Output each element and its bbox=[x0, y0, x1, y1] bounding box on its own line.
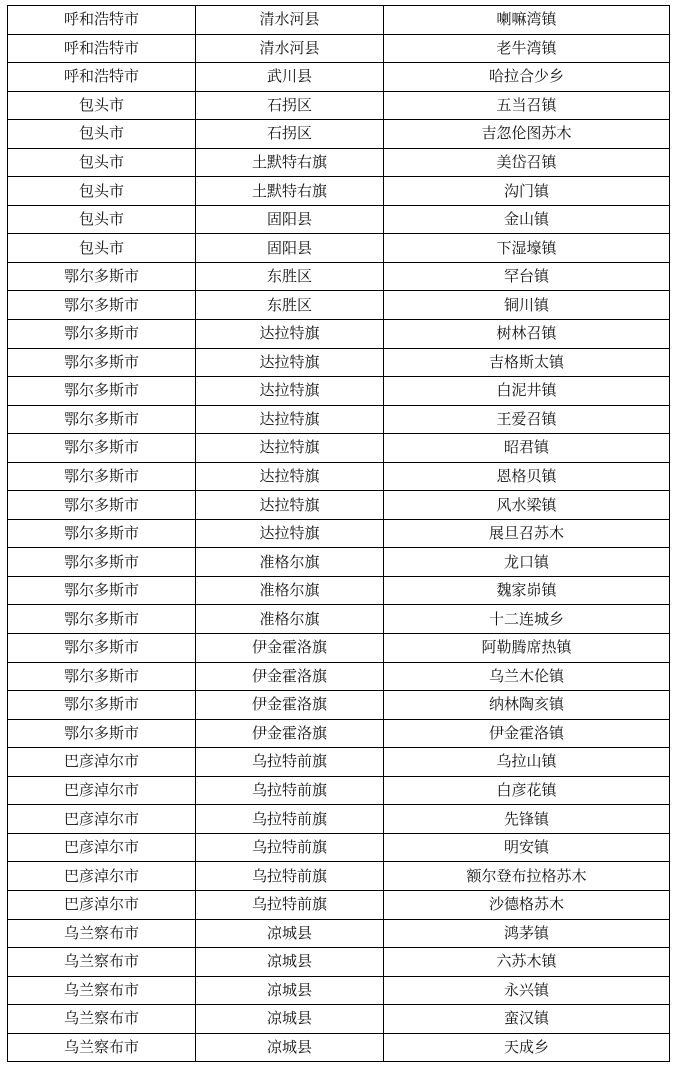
town-cell: 纳林陶亥镇 bbox=[384, 691, 670, 720]
town-cell: 十二连城乡 bbox=[384, 605, 670, 634]
city-cell: 鄂尔多斯市 bbox=[8, 434, 196, 463]
table-row bbox=[8, 833, 670, 862]
table-row bbox=[8, 634, 670, 663]
county-cell: 土默特右旗 bbox=[196, 177, 384, 206]
town-cell: 金山镇 bbox=[384, 205, 670, 234]
city-cell: 乌兰察布市 bbox=[8, 948, 196, 977]
city-cell: 乌兰察布市 bbox=[8, 919, 196, 948]
town-cell: 下湿壕镇 bbox=[384, 234, 670, 263]
city-cell: 鄂尔多斯市 bbox=[8, 548, 196, 577]
city-cell: 乌兰察布市 bbox=[8, 976, 196, 1005]
town-cell: 永兴镇 bbox=[384, 976, 670, 1005]
city-cell: 巴彦淖尔市 bbox=[8, 862, 196, 891]
town-cell: 蛮汉镇 bbox=[384, 1005, 670, 1034]
city-cell: 鄂尔多斯市 bbox=[8, 691, 196, 720]
table-row bbox=[8, 177, 670, 206]
table-row bbox=[8, 377, 670, 406]
city-cell: 包头市 bbox=[8, 120, 196, 149]
town-cell: 吉忽伦图苏木 bbox=[384, 120, 670, 149]
table-row bbox=[8, 976, 670, 1005]
city-cell: 鄂尔多斯市 bbox=[8, 719, 196, 748]
county-cell: 清水河县 bbox=[196, 34, 384, 63]
town-cell: 白彦花镇 bbox=[384, 776, 670, 805]
town-cell: 昭君镇 bbox=[384, 434, 670, 463]
county-cell: 伊金霍洛旗 bbox=[196, 662, 384, 691]
table-row bbox=[8, 919, 670, 948]
town-cell: 沙德格苏木 bbox=[384, 890, 670, 919]
city-cell: 鄂尔多斯市 bbox=[8, 348, 196, 377]
town-cell: 白泥井镇 bbox=[384, 377, 670, 406]
city-cell: 包头市 bbox=[8, 177, 196, 206]
town-cell: 风水梁镇 bbox=[384, 491, 670, 520]
county-cell: 达拉特旗 bbox=[196, 320, 384, 349]
table-row bbox=[8, 148, 670, 177]
county-cell: 准格尔旗 bbox=[196, 548, 384, 577]
town-cell: 沟门镇 bbox=[384, 177, 670, 206]
town-cell: 展旦召苏木 bbox=[384, 519, 670, 548]
table-body bbox=[8, 6, 670, 1062]
county-cell: 石拐区 bbox=[196, 120, 384, 149]
city-cell: 呼和浩特市 bbox=[8, 34, 196, 63]
county-cell: 固阳县 bbox=[196, 205, 384, 234]
table-row bbox=[8, 662, 670, 691]
city-cell: 鄂尔多斯市 bbox=[8, 634, 196, 663]
town-cell: 五当召镇 bbox=[384, 91, 670, 120]
county-cell: 达拉特旗 bbox=[196, 434, 384, 463]
city-cell: 鄂尔多斯市 bbox=[8, 291, 196, 320]
town-cell: 鸿茅镇 bbox=[384, 919, 670, 948]
county-cell: 达拉特旗 bbox=[196, 348, 384, 377]
table-row bbox=[8, 405, 670, 434]
table-row bbox=[8, 34, 670, 63]
table-row bbox=[8, 434, 670, 463]
town-cell: 美岱召镇 bbox=[384, 148, 670, 177]
table-row bbox=[8, 862, 670, 891]
county-cell: 土默特右旗 bbox=[196, 148, 384, 177]
table-row bbox=[8, 948, 670, 977]
town-cell: 先锋镇 bbox=[384, 805, 670, 834]
township-table bbox=[7, 5, 670, 1062]
city-cell: 乌兰察布市 bbox=[8, 1033, 196, 1062]
city-cell: 鄂尔多斯市 bbox=[8, 491, 196, 520]
table-row bbox=[8, 1033, 670, 1062]
table-row bbox=[8, 462, 670, 491]
county-cell: 东胜区 bbox=[196, 262, 384, 291]
town-cell: 乌拉山镇 bbox=[384, 748, 670, 777]
county-cell: 乌拉特前旗 bbox=[196, 748, 384, 777]
city-cell: 鄂尔多斯市 bbox=[8, 662, 196, 691]
town-cell: 额尔登布拉格苏木 bbox=[384, 862, 670, 891]
city-cell: 包头市 bbox=[8, 91, 196, 120]
table-row bbox=[8, 491, 670, 520]
town-cell: 铜川镇 bbox=[384, 291, 670, 320]
table-row bbox=[8, 576, 670, 605]
table-row bbox=[8, 91, 670, 120]
city-cell: 巴彦淖尔市 bbox=[8, 776, 196, 805]
county-cell: 固阳县 bbox=[196, 234, 384, 263]
county-cell: 伊金霍洛旗 bbox=[196, 691, 384, 720]
county-cell: 准格尔旗 bbox=[196, 576, 384, 605]
city-cell: 鄂尔多斯市 bbox=[8, 519, 196, 548]
table-row bbox=[8, 519, 670, 548]
county-cell: 达拉特旗 bbox=[196, 491, 384, 520]
city-cell: 鄂尔多斯市 bbox=[8, 462, 196, 491]
table-row bbox=[8, 605, 670, 634]
table-row bbox=[8, 120, 670, 149]
table-row bbox=[8, 63, 670, 92]
town-cell: 树林召镇 bbox=[384, 320, 670, 349]
table-row bbox=[8, 6, 670, 35]
county-cell: 准格尔旗 bbox=[196, 605, 384, 634]
county-cell: 凉城县 bbox=[196, 1033, 384, 1062]
town-cell: 吉格斯太镇 bbox=[384, 348, 670, 377]
town-cell: 喇嘛湾镇 bbox=[384, 6, 670, 35]
town-cell: 恩格贝镇 bbox=[384, 462, 670, 491]
city-cell: 巴彦淖尔市 bbox=[8, 833, 196, 862]
table-row bbox=[8, 776, 670, 805]
city-cell: 巴彦淖尔市 bbox=[8, 890, 196, 919]
county-cell: 武川县 bbox=[196, 63, 384, 92]
county-cell: 达拉特旗 bbox=[196, 519, 384, 548]
table-row bbox=[8, 890, 670, 919]
town-cell: 王爱召镇 bbox=[384, 405, 670, 434]
town-cell: 龙口镇 bbox=[384, 548, 670, 577]
town-cell: 伊金霍洛镇 bbox=[384, 719, 670, 748]
city-cell: 巴彦淖尔市 bbox=[8, 805, 196, 834]
county-cell: 凉城县 bbox=[196, 976, 384, 1005]
city-cell: 呼和浩特市 bbox=[8, 63, 196, 92]
town-cell: 哈拉合少乡 bbox=[384, 63, 670, 92]
county-cell: 东胜区 bbox=[196, 291, 384, 320]
town-cell: 明安镇 bbox=[384, 833, 670, 862]
city-cell: 鄂尔多斯市 bbox=[8, 377, 196, 406]
county-cell: 凉城县 bbox=[196, 948, 384, 977]
table-row bbox=[8, 748, 670, 777]
county-cell: 伊金霍洛旗 bbox=[196, 719, 384, 748]
county-cell: 乌拉特前旗 bbox=[196, 862, 384, 891]
city-cell: 鄂尔多斯市 bbox=[8, 320, 196, 349]
county-cell: 凉城县 bbox=[196, 1005, 384, 1034]
table-row bbox=[8, 719, 670, 748]
county-cell: 达拉特旗 bbox=[196, 377, 384, 406]
county-cell: 乌拉特前旗 bbox=[196, 833, 384, 862]
town-cell: 六苏木镇 bbox=[384, 948, 670, 977]
county-cell: 达拉特旗 bbox=[196, 462, 384, 491]
city-cell: 鄂尔多斯市 bbox=[8, 605, 196, 634]
city-cell: 包头市 bbox=[8, 234, 196, 263]
town-cell: 老牛湾镇 bbox=[384, 34, 670, 63]
table-row bbox=[8, 320, 670, 349]
table-row bbox=[8, 291, 670, 320]
city-cell: 呼和浩特市 bbox=[8, 6, 196, 35]
county-cell: 伊金霍洛旗 bbox=[196, 634, 384, 663]
town-cell: 阿勒腾席热镇 bbox=[384, 634, 670, 663]
table-row bbox=[8, 234, 670, 263]
city-cell: 乌兰察布市 bbox=[8, 1005, 196, 1034]
table-row bbox=[8, 205, 670, 234]
table-row bbox=[8, 691, 670, 720]
table-row bbox=[8, 348, 670, 377]
city-cell: 鄂尔多斯市 bbox=[8, 262, 196, 291]
table-row bbox=[8, 262, 670, 291]
county-cell: 凉城县 bbox=[196, 919, 384, 948]
county-cell: 清水河县 bbox=[196, 6, 384, 35]
county-cell: 乌拉特前旗 bbox=[196, 890, 384, 919]
town-cell: 乌兰木伦镇 bbox=[384, 662, 670, 691]
city-cell: 鄂尔多斯市 bbox=[8, 576, 196, 605]
county-cell: 石拐区 bbox=[196, 91, 384, 120]
county-cell: 乌拉特前旗 bbox=[196, 776, 384, 805]
city-cell: 鄂尔多斯市 bbox=[8, 405, 196, 434]
table-row bbox=[8, 548, 670, 577]
city-cell: 巴彦淖尔市 bbox=[8, 748, 196, 777]
county-cell: 达拉特旗 bbox=[196, 405, 384, 434]
city-cell: 包头市 bbox=[8, 148, 196, 177]
town-cell: 天成乡 bbox=[384, 1033, 670, 1062]
document-page bbox=[7, 5, 669, 1062]
town-cell: 魏家峁镇 bbox=[384, 576, 670, 605]
table-row bbox=[8, 1005, 670, 1034]
table-row bbox=[8, 805, 670, 834]
city-cell: 包头市 bbox=[8, 205, 196, 234]
county-cell: 乌拉特前旗 bbox=[196, 805, 384, 834]
town-cell: 罕台镇 bbox=[384, 262, 670, 291]
